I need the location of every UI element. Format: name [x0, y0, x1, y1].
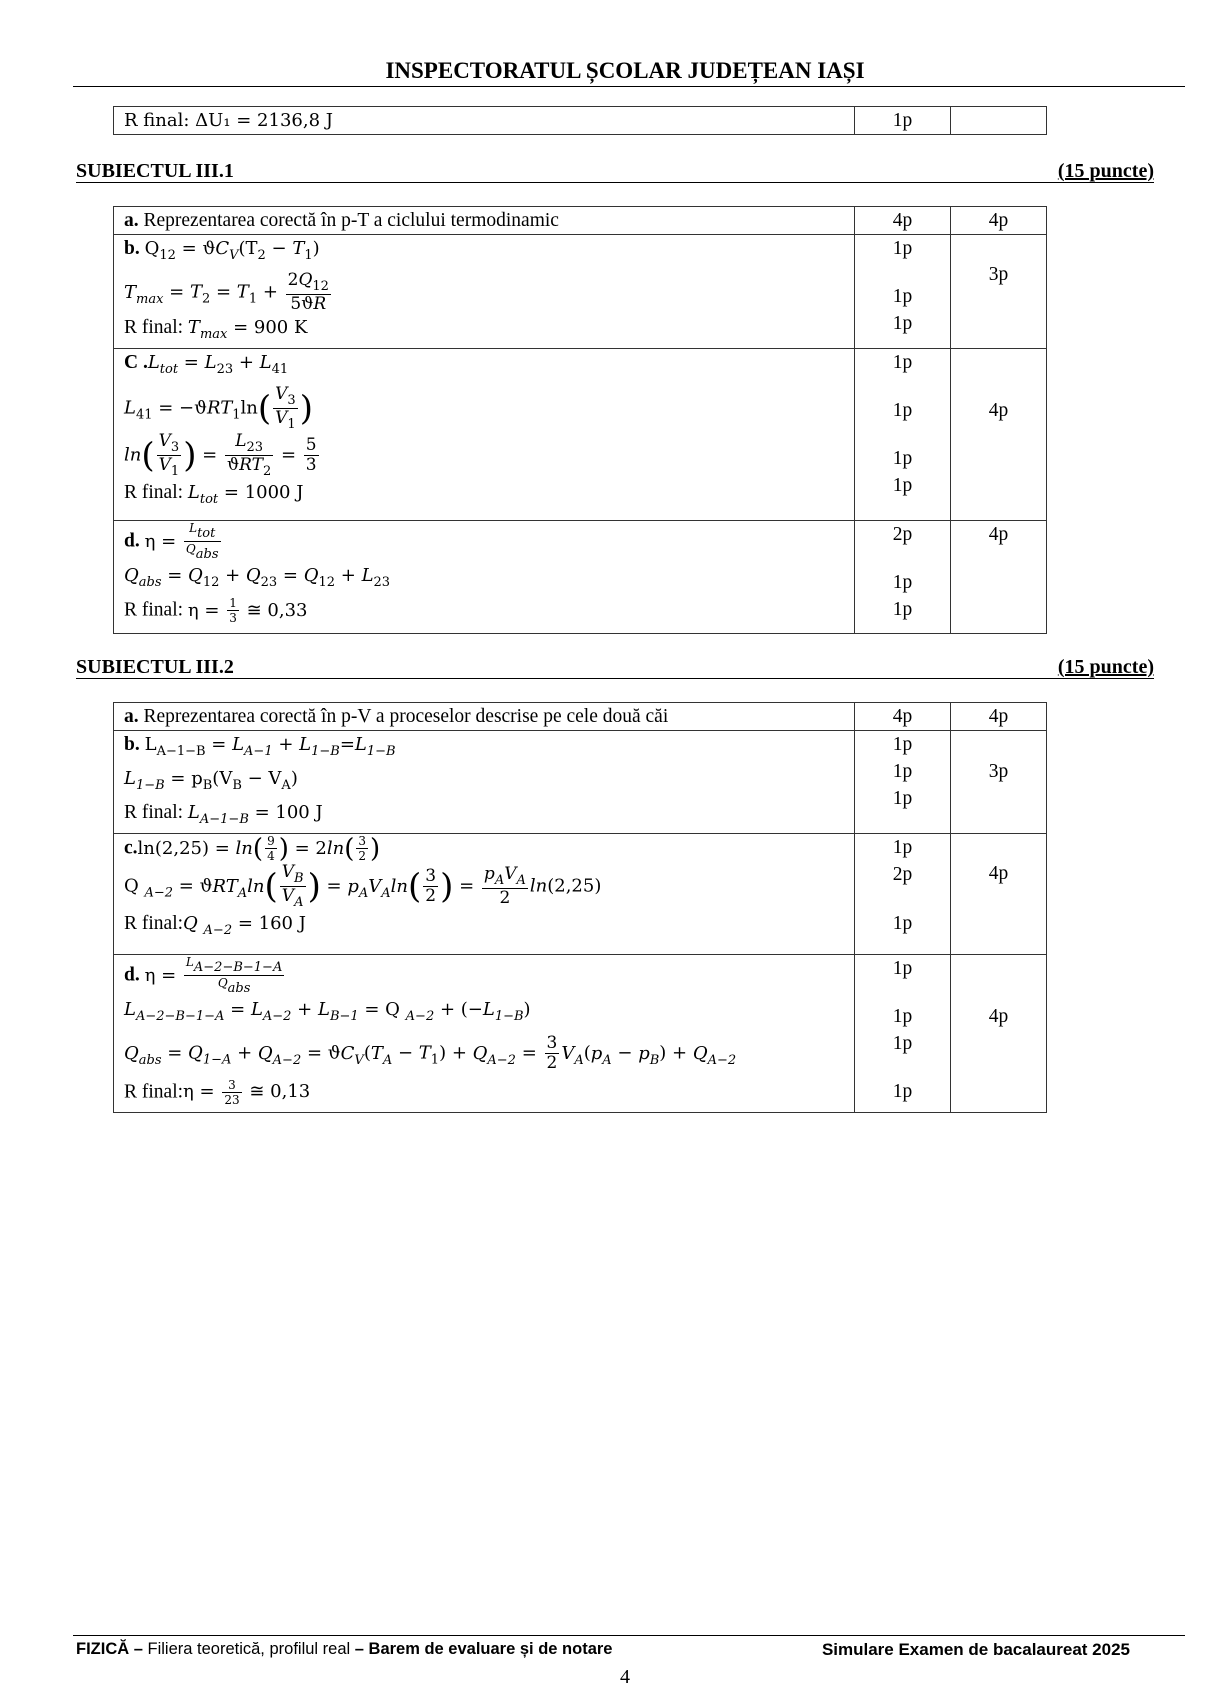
table-iii2: [113, 702, 1047, 1113]
formula-block-b: b. $L_{A-1-B} = L_{A-1} + L_{1-B}=L_{1-B}$ $L_{1-B} = p_B(V_B - V_A)$ R final: $L_{A-1-B} = 100$ J: [114, 731, 855, 834]
section-heading-iii2: [76, 656, 1154, 679]
points-cell: 4p: [855, 703, 951, 731]
formula-block-c: C $.L_{tot} = L_{23} + L_{41}$ $L_{41} = -ϑRT_1\ln$( $\frac{V_3}{V_1}$ ) ln( $\frac{V_3}{V_1}$ ) = $\frac{L_{23}}{ϑRT_2}$ = $\frac{5}{3}$ R final: $L_{tot} = 1000$ J: [114, 349, 855, 521]
formula-block-c: c.ln(2,25) = ln( $\frac{9}{4}$ ) = 2ln( $\frac{3}{2}$ ) Q $_{A-2}$ = ϑRT$_A$ln( $\frac{V_B}{V_A}$ ) = $p_AV_A\ln$( $\frac{3}{2}$ ) = $\frac{p_AV_A}{2}$ ln(2,25) R final:Q $_{A-2}$ = 160 J: [114, 834, 855, 955]
item-label: a.: [124, 210, 139, 231]
item-text: Reprezentarea corectă în p-V a proceselor descrise pe cele două căi: [143, 706, 669, 727]
page-header: INSPECTORATUL ȘCOLAR JUDEȚEAN IAȘI: [385, 58, 865, 83]
points-cell: 2p 1p 1p: [855, 521, 951, 634]
points-cell: 1p 1p 1p 1p: [855, 349, 951, 521]
table-row-c: [114, 834, 1047, 955]
table-row-a: [114, 207, 1047, 235]
section-title: SUBIECTUL III.2: [76, 656, 234, 678]
points-cell: 4p: [855, 207, 951, 235]
footer-exam: Simulare Examen de bacalaureat 2025: [821, 1640, 1130, 1659]
total-cell: 4p: [951, 703, 1047, 731]
table-row-b: [114, 731, 1047, 834]
item-label: a.: [124, 706, 139, 727]
section-points: (15 puncte): [1057, 160, 1154, 182]
section-points: (15 puncte): [1057, 656, 1154, 678]
points-cell: 1p: [855, 107, 951, 135]
table-row-a: [114, 703, 1047, 731]
total-cell: 3p: [951, 731, 1047, 834]
total-cell: 4p: [951, 834, 1047, 955]
footer-subject: FIZICĂ – Filiera teoretică, profilul real – Barem de evaluare și de notare: [76, 1640, 613, 1658]
total-cell: 3p: [951, 235, 1047, 349]
rfinal-du1: R final: ΔU₁ = 2136,8 J: [124, 110, 333, 131]
table-row-c: [114, 349, 1047, 521]
table-top: [113, 106, 1047, 135]
footer-rule: [73, 1635, 1185, 1636]
total-cell: 4p: [951, 955, 1047, 1113]
points-cell: 1p 2p 1p: [855, 834, 951, 955]
header-rule: [73, 86, 1185, 87]
points-cell: 1p 1p 1p: [855, 235, 951, 349]
points-cell: 1p 1p 1p: [855, 731, 951, 834]
table-row: [114, 107, 1047, 135]
formula-block-b: b. $Q_{12} = ϑC_V(T_2 - T_1)$ $T_{max} = T_2 = T_1$ + $\frac{2Q_{12}}{5ϑR}$ R final: $T_{max} = 900$ K: [114, 235, 855, 349]
section-heading-iii1: [76, 160, 1154, 183]
total-cell: 4p: [951, 207, 1047, 235]
formula-block-d: d. η = $\frac{L_{tot}}{Q_{abs}}$ $Q_{abs} = Q_{12} + Q_{23} = Q_{12} + L_{23}$ R final: η = $\frac{1}{3}$ ≅ 0,33: [114, 521, 855, 634]
total-cell: 4p: [951, 349, 1047, 521]
table-row-d: [114, 955, 1047, 1113]
section-title: SUBIECTUL III.1: [76, 160, 234, 182]
table-iii1: [113, 206, 1047, 634]
points-cell: 1p 1p 1p 1p: [855, 955, 951, 1113]
table-row-d: [114, 521, 1047, 634]
table-row-b: [114, 235, 1047, 349]
total-cell: [951, 107, 1047, 135]
formula-block-d: d. η = $\frac{L_{A-2-B-1-A}}{Q_{abs}}$ $L_{A-2-B-1-A} = L_{A-2} + L_{B-1} = Q$ $_{A-2} + (-L_{1-B})$ $Q_{abs} = Q_{1-A} + Q_{A-2} = ϑC_V(T_A - T_1) + Q_{A-2}$ = $\frac{3}{2}$ $V_A(p_A - p_B) + Q_{A-2}$ R final:η = $\frac{3}{23}$ ≅ 0,13: [114, 955, 855, 1113]
page-number: 4: [620, 1666, 630, 1688]
item-text: Reprezentarea corectă în p-T a ciclului termodinamic: [143, 210, 559, 231]
total-cell: 4p: [951, 521, 1047, 634]
